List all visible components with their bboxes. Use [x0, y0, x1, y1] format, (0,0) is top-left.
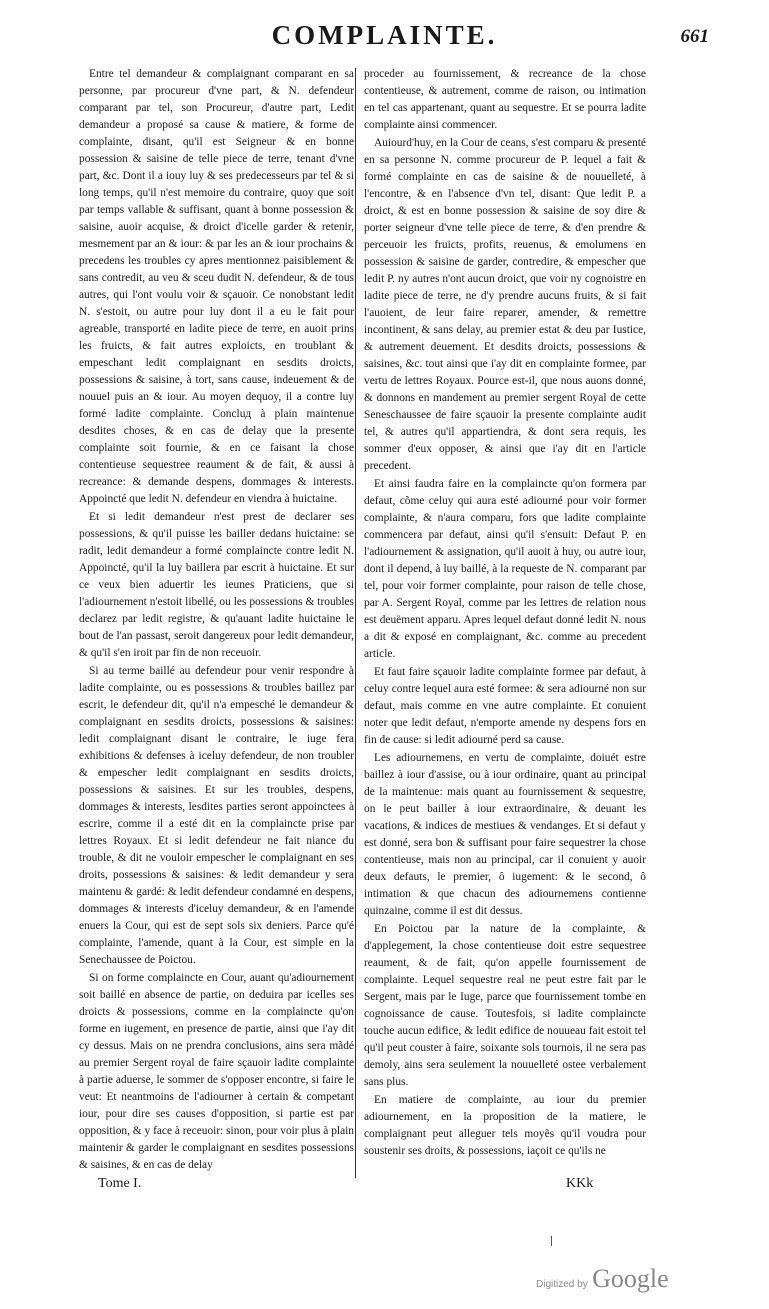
paragraph: proceder au fournissement, & recreance de la chose contentieuse, & autrement, comme de raison, ou intimation en tel cas appartenant, quant au sequestre. Et se pourra ladite complainte ainsi commencer. [364, 68, 646, 131]
digitized-watermark [536, 1264, 669, 1294]
paragraph: Si on forme complaincte en Cour, auant qu'adiournement soit baillé en absence de partie, on deduira par icelles ses droicts & possessions, comme en la complaincte qu'on forme en iugement, en presence de partie, ainsi que i'ay dit cy dessus. Mais on ne prendra conclusions, ains sera mãdé au premier Sergent royal de faire sçauoir ladite complainte à partie aduerse, le sommer de s'opposer encontre, si faire le veut: Et neantmoins de l'adiourner à certain & competant iour, pour dire ses causes d'opposition, si partie est par opposition, & y face à receuoir: sinon, pour voir plus à plain maintenir & garder le complaignant en sesdites possessions & saisines, & en cas de delay [79, 972, 354, 1171]
column-divider [355, 68, 356, 1178]
google-logo: Google [592, 1264, 669, 1293]
left-column [79, 66, 354, 1175]
page-header [0, 20, 769, 60]
signature-mark: KKk [566, 1176, 594, 1191]
paragraph: Les adiournemens, en vertu de complainte, doiuét estre baillez à iour d'assise, ou à iour ordinaire, quant au principal de la maintenue: mais quant au fournissement & sequestre, on le peut bailler à iour extraordinaire, & deuant les vacations, & indices de mestiues & vendanges. Et si defaut y est donné, sera bon & suffisant pour faire sequestrer la chose contentieuse, mais non au principal, car il conuient y auoir deux defauts, le premier, ô iugement: & le second, ô intimation & que chacun des adiournemens contienne quinzaine, comme il est dit dessus. [364, 752, 646, 917]
print-mark [551, 1236, 552, 1246]
tome-label: Tome I. [98, 1176, 142, 1191]
watermark-prefix: Digitized by [536, 1279, 588, 1290]
paragraph: Auiourd'huy, en la Cour de ceans, s'est comparu & presenté en sa personne N. comme procureur de P. lequel a fait & formé complainte en cas de saisine & de nouuelleté, à l'encontre, & en l'absence d'vn tel, disant: Que ledit P. a droict, & est en bonne possession & saisine de soy dire & porter seigneur d'vne telle piece de terre, & d'en prendre & perceuoir les fruicts, profits, reuenus, & emolumens en possession & saisine de garder, contredire, & empescher que ledit P. ny autres n'ont aucun droict, que voir ny cognoistre en ladite piece de terre, ne d'y prendre aucuns fruits, & si fait l'auoient, de leur faire reparer, amender, & remettre incontinent, & sans delay, au premier estat & deu par Iustice, & autrement deuement. Et desdits droicts, possessions & saisines, &c. tout ainsi que i'ay dit en complainte formee, par vertu de lettres Royaux. Pource est-il, que nous auons donné, & donnons en mandement au premier sergent Royal de cette Seneschaussee de faire sçauoir la presente complainte audit tel, & autres qu'il appartiendra, & dont sera requis, les sommer d'eux opposer, & ainsi que i'ay dit en l'article precedent. [364, 137, 646, 472]
running-title: COMPLAINTE. [271, 20, 498, 50]
paragraph: Si au terme baillé au defendeur pour venir respondre à ladite complainte, ou es possessions & troubles baillez par escrit, le defendeur dit, qu'il n'a empesché le demandeur & complaignant en sesdits droicts, possessions & saisines: ledit complaignant disant le contraire, le iuge fera exhibitions & defenses à iceluy defendeur, de non troubler & empescher ledit complaignant en sesdits droicts, possessions & saisines. Et sur les troubles, despens, dommages & interests, lesdites parties seront appoinctees à escrire, comme il a esté dit en la complaincte prise par lettres Royaux. Et si ledit defendeur ne fait niance du trouble, & dit ne vouloir empescher le complaignant en ses droits, possessions & saisines: & ledit demandeur y sera maintenu & gardé: & ledit defendeur condamné en despens, dommages & interests d'iceluy demandeur, & en l'amende enuers la Cour, qui est de sept sols six deniers. Parce qu'é complainte, l'amende, quant à la Cour, est simple en la Senechaussee de Poictou. [79, 665, 354, 966]
paragraph: Entre tel demandeur & complaignant comparant en sa personne, par procureur d'vne part, & N. defendeur comparant par tel, son Procureur, d'autre part, Ledit demandeur a proposé sa cause & matiere, & forme de complainte, disant, qu'il est Seigneur & en bonne possession & saisine de telle piece de terre, tenant d'vne part, &c. Dont il a iouy luy & ses predecesseurs par tel & si long temps, qu'il n'est memoire du contraire, quoy que soit par temps vallable & suffisant, quant à bonne possession & saisine, auoir acquise, & droict d'icelle garder & retenir, mesmement par an & iour: & par les an & iour prochains & precedens les troubles cy apres mentionnez paisiblement & sans contredit, au veu & sceu dudit N. defendeur, & de tous autres, qui l'ont voulu voir & sçauoir. Ce nonobstant ledit N. s'estoit, ou autre pour luy dont il a eu le fait pour agreable, transporté en ladite piece de terre, en auoit prins les fruicts, & fait autres exploicts, en troublant & empeschant ledit complaignant en sesdits droicts, possessions & saisine, à tort, sans cause, indeuement & de nouuel puis an & iour. Au moyen dequoy, il a contre luy formé ladite complainte. Concluд à plain maintenue desdites choses, & en cas de delay que la presente complainte soit fournie, & en ce faisant la chose contentieuse sequestree reaument & de fait, & aussi à recreance: & demande despens, dommages & interests. Appoincté que ledit N. defendeur en viendra à huictaine. [79, 68, 354, 505]
page-number: 661 [680, 26, 709, 47]
paragraph: Et si ledit demandeur n'est prest de declarer ses possessions, & qu'il puisse les bailler dedans huictaine: se radit, ledit demandeur a formé complaincte contre ledit N. Appoincté, qu'il la luy baillera par escrit à huictaine. Et sur ce veux bien aduertir les ieunes Praticiens, que si l'adiournement n'estoit libellé, ou les possessions & troubles declarez par ledit registre, & qu'auant ladite huictaine le bout de l'an passast, seroit dangereux pour ledit demandeur, & qu'il s'en iroit par fin de non receuoir. [79, 511, 354, 659]
right-column [364, 66, 646, 1161]
paragraph: En matiere de complainte, au iour du premier adiournement, en la proposition de la matiere, le complaignant peut alleguer tels moyẽs qu'il voudra pour soustenir ses droits, & possessions, iaçoit ce qu'ils ne [364, 1094, 646, 1157]
paragraph: En Poictou par la nature de la complainte, & d'applegement, la chose contentieuse doit estre sequestree reaument, & de fait, qu'on appelle fournissement de complainte. Lequel sequestre real ne peut estre fait par le Sergent, mais par le Iuge, parce que fournissement tombe en cognoissance de cause. Toutesfois, si ladite complaincte touche aucun edifice, & ledit edifice de nouueau fait estoit tel qu'il peut couster à faire, soixante sols tournois, il ne sera pas demoly, ains sera seulement la nouuelleté ostee verbalement sans plus. [364, 923, 646, 1088]
paragraph: Et faut faire sçauoir ladite complainte formee par defaut, à celuy contre lequel aura esté formee: & sera adiourné non sur defaut, mais comme en vne autre complainte. Et conuient noter que ledit defaut, n'emporte amende ny despens fors en fin de cause: si ledit adiourné perd sa cause. [364, 666, 646, 746]
paragraph: Et ainsi faudra faire en la complaincte qu'on formera par defaut, cõme celuy qui aura esté adiourné pour voir former complainte, & n'aura comparu, fors que ladite complainte commencera par defaut, ainsi qu'il s'ensuit: Defaut P. en l'adiournement & assignation, qu'il auoit à huy, ou autre iour, dont il depend, à luy baillé, à la requeste de N. comparant par tel, pour voir former complainte, pour raison de telle chose, par A. Sergent Royal, comme par les lettres de relation nous est deuëment apparu. Apres lequel defaut donné ledit N. nous a dit & exposé en complaignant, &c. comme au precedent article. [364, 478, 646, 660]
